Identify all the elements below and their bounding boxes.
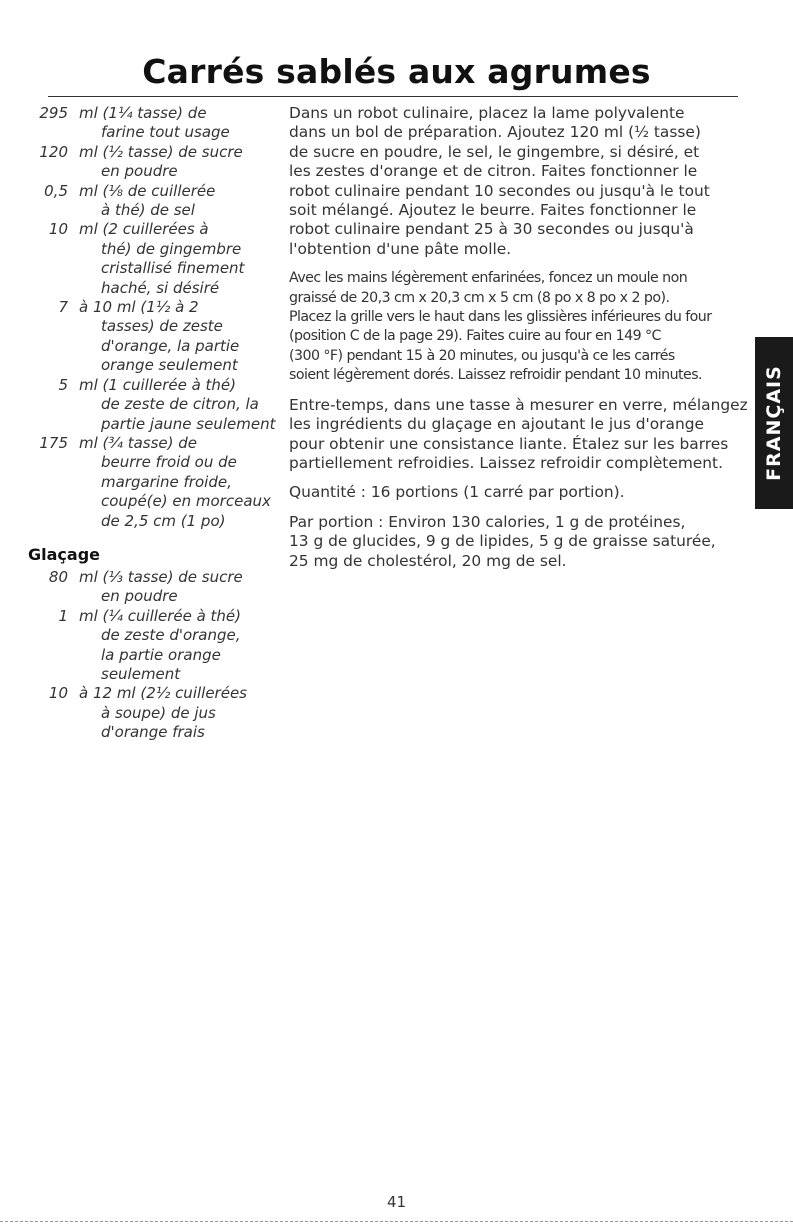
ingredient-quantity: 5 bbox=[58, 375, 68, 394]
ingredient-item bbox=[36, 298, 281, 376]
ingredient-quantity: 1 bbox=[58, 606, 68, 625]
ingredient-quantity: 175 bbox=[39, 433, 68, 452]
ingredient-text bbox=[68, 376, 281, 434]
ingredient-item bbox=[36, 684, 281, 742]
ingredient-text bbox=[68, 298, 281, 376]
method-line: graissé de 20,3 cm x 20,3 cm x 5 cm (8 po x 8 po x 2 po). bbox=[289, 289, 670, 306]
ingredient-item bbox=[36, 182, 281, 221]
ingredient-text bbox=[68, 607, 281, 685]
method-line: l'obtention d'une pâte molle. bbox=[289, 239, 512, 258]
ingredient-line: de 2,5 cm (1 po) bbox=[101, 511, 226, 530]
method-line: Par portion : Environ 130 calories, 1 g de protéines, bbox=[289, 512, 686, 531]
ingredient-text bbox=[68, 684, 281, 742]
ingredient-line: margarine froide, bbox=[101, 472, 232, 491]
method-paragraph bbox=[289, 483, 744, 502]
ingredient-text bbox=[68, 182, 281, 221]
ingredient-quantity: 10 bbox=[48, 220, 68, 239]
method-line: de sucre en poudre, le sel, le gingembre, si désiré, et bbox=[289, 142, 700, 161]
ingredient-line: orange seulement bbox=[101, 356, 238, 375]
method-line: 25 mg de cholestérol, 20 mg de sel. bbox=[289, 551, 567, 570]
glaze-ingredient-list bbox=[36, 568, 281, 743]
ingredient-item bbox=[36, 434, 281, 531]
method-line: Dans un robot culinaire, placez la lame polyvalente bbox=[289, 104, 685, 122]
ingredient-quantity: 0,5 bbox=[44, 181, 68, 200]
title-rule bbox=[48, 96, 738, 97]
method-line: Avec les mains légèrement enfarinées, foncez un moule non bbox=[289, 270, 688, 287]
ingredient-item bbox=[36, 568, 281, 607]
ingredient-line: ml (¾ tasse) de bbox=[79, 433, 198, 452]
method-paragraph bbox=[289, 269, 744, 385]
ingredient-line: à 10 ml (1½ à 2 bbox=[79, 298, 199, 317]
ingredient-line: partie jaune seulement bbox=[101, 414, 276, 433]
ingredient-line: farine tout usage bbox=[101, 123, 230, 142]
ingredient-line: d'orange, la partie bbox=[101, 336, 240, 355]
ingredient-line: seulement bbox=[101, 664, 181, 683]
ingredient-line: tasses) de zeste bbox=[101, 317, 223, 336]
method-line: soient légèrement dorés. Laissez refroidir pendant 10 minutes. bbox=[289, 367, 702, 384]
language-tab bbox=[755, 337, 793, 509]
ingredient-quantity: 295 bbox=[39, 104, 68, 122]
ingredient-line: ml (2 cuillerées à bbox=[79, 220, 209, 239]
ingredient-line: ml (½ tasse) de sucre bbox=[79, 142, 243, 161]
ingredient-line: thé) de gingembre bbox=[101, 239, 242, 258]
ingredient-line: ml (1 cuillerée à thé) bbox=[79, 375, 237, 394]
ingredient-line: de zeste de citron, la bbox=[101, 395, 259, 414]
ingredients-column bbox=[28, 104, 281, 743]
method-line: soit mélangé. Ajoutez le beurre. Faites fonctionner le bbox=[289, 201, 697, 220]
ingredient-quantity: 10 bbox=[48, 684, 68, 703]
method-column bbox=[289, 104, 748, 581]
ingredient-line: cristallisé finement bbox=[101, 259, 245, 278]
method-line: robot culinaire pendant 10 secondes ou jusqu'à le tout bbox=[289, 181, 710, 200]
ingredient-text bbox=[68, 220, 281, 298]
ingredient-line: de zeste d'orange, bbox=[101, 626, 241, 645]
ingredient-quantity: 80 bbox=[48, 567, 68, 586]
page-title: Carrés sablés aux agrumes bbox=[142, 52, 651, 91]
ingredient-item bbox=[36, 220, 281, 298]
ingredient-line: ml (⅓ tasse) de sucre bbox=[79, 567, 243, 586]
method-paragraph bbox=[289, 104, 744, 259]
ingredient-item bbox=[36, 607, 281, 685]
ingredient-line: haché, si désiré bbox=[101, 278, 220, 297]
method-line: 13 g de glucides, 9 g de lipides, 5 g de graisse saturée, bbox=[289, 532, 716, 551]
method-line: dans un bol de préparation. Ajoutez 120 ml (½ tasse) bbox=[289, 123, 701, 142]
method-paragraph bbox=[289, 395, 748, 474]
ingredient-line: ml (1¼ tasse) de bbox=[79, 104, 207, 122]
ingredient-line: en poudre bbox=[101, 162, 178, 181]
method-paragraph bbox=[289, 513, 744, 571]
ingredient-line: beurre froid ou de bbox=[101, 453, 237, 472]
ingredient-text bbox=[68, 434, 281, 531]
method-line: partiellement refroidies. Laissez refroidir complètement. bbox=[289, 453, 723, 472]
ingredient-line: à 12 ml (2½ cuillerées bbox=[79, 684, 247, 703]
ingredient-line: en poudre bbox=[101, 587, 178, 606]
method-line: Entre-temps, dans une tasse à mesurer en verre, mélangez bbox=[289, 395, 748, 414]
method-line: Placez la grille vers le haut dans les glissières inférieures du four bbox=[289, 309, 712, 326]
page-number: 41 bbox=[386, 1193, 407, 1211]
page-bottom-border bbox=[0, 1221, 793, 1222]
ingredient-item bbox=[36, 143, 281, 182]
method-line: Quantité : 16 portions (1 carré par portion). bbox=[289, 483, 625, 502]
ingredient-quantity: 7 bbox=[58, 298, 68, 317]
method-line: les ingrédients du glaçage en ajoutant le jus d'orange bbox=[289, 415, 704, 434]
language-tab-label: FRANÇAIS bbox=[763, 365, 785, 481]
ingredient-line: d'orange frais bbox=[101, 723, 205, 742]
glaze-heading: Glaçage bbox=[28, 544, 100, 564]
method-line: les zestes d'orange et de citron. Faites fonctionner le bbox=[289, 162, 698, 181]
method-line: robot culinaire pendant 25 à 30 secondes ou jusqu'à bbox=[289, 220, 694, 239]
ingredient-text bbox=[68, 143, 281, 182]
method-line: (position C de la page 29). Faites cuire au four en 149 °C bbox=[289, 328, 661, 345]
ingredient-list bbox=[36, 104, 281, 531]
method-line: (300 °F) pendant 15 à 20 minutes, ou jusqu'à ce les carrés bbox=[289, 347, 675, 364]
ingredient-line: à thé) de sel bbox=[101, 201, 195, 220]
method-line: pour obtenir une consistance liante. Étalez sur les barres bbox=[289, 434, 729, 453]
ingredient-text bbox=[68, 568, 281, 607]
ingredient-line: ml (⅛ de cuillerée bbox=[79, 181, 216, 200]
ingredient-line: ml (¼ cuillerée à thé) bbox=[79, 606, 242, 625]
ingredient-item bbox=[36, 104, 281, 143]
ingredient-quantity: 120 bbox=[39, 142, 68, 161]
ingredient-line: la partie orange bbox=[101, 645, 221, 664]
ingredient-line: à soupe) de jus bbox=[101, 703, 216, 722]
ingredient-text bbox=[68, 104, 281, 143]
ingredient-item bbox=[36, 376, 281, 434]
ingredient-line: coupé(e) en morceaux bbox=[101, 492, 271, 511]
